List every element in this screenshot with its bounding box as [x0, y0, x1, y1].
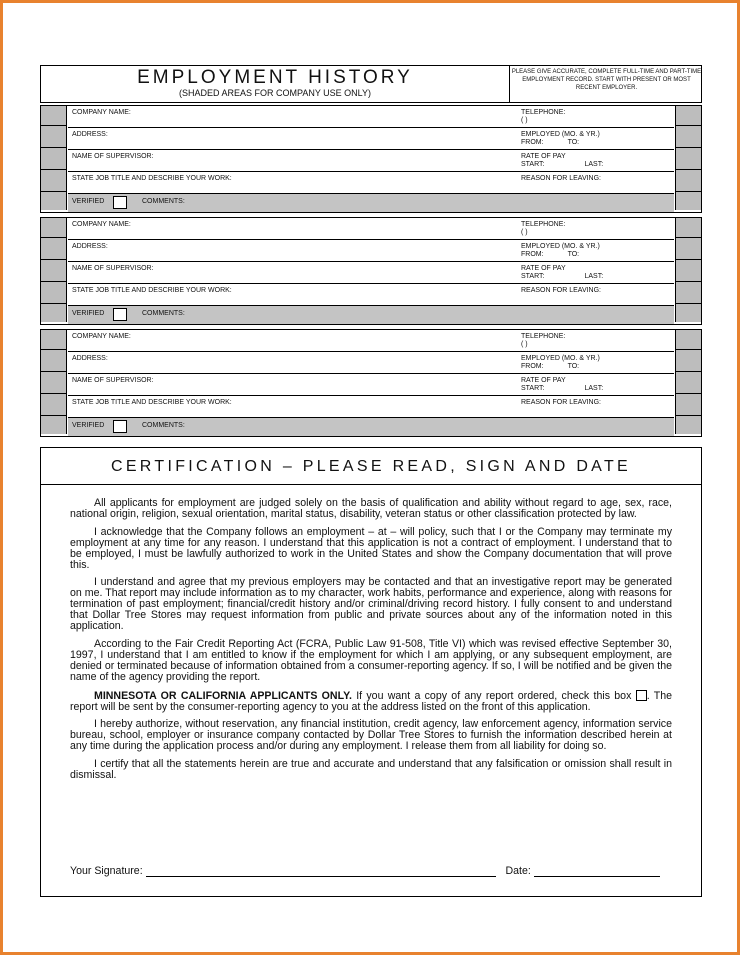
form-page — [40, 65, 702, 897]
verified-row — [68, 418, 674, 436]
company-name-label: COMPANY NAME: — [72, 221, 131, 228]
certification-text — [70, 498, 672, 788]
verified-label: VERIFIED — [72, 422, 105, 429]
report-copy-checkbox[interactable] — [636, 690, 647, 701]
telephone-field[interactable]: TELEPHONE: ( ) — [521, 221, 566, 236]
supervisor-label: NAME OF SUPERVISOR: — [72, 153, 154, 160]
certification-section — [40, 447, 702, 897]
employer-fields — [68, 218, 674, 324]
verified-label: VERIFIED — [72, 310, 105, 317]
employed-dates-field[interactable]: EMPLOYED (MO. & YR.) FROM: TO: — [521, 131, 600, 146]
rate-of-pay-field[interactable]: RATE OF PAY START: LAST: — [521, 153, 604, 168]
signature-label: Your Signature: — [70, 865, 143, 877]
paragraph-certify: I certify that all the statements herein are true and accurate and understand that any falsification or omission shall result in dismissal. — [70, 758, 672, 782]
supervisor-row[interactable] — [68, 374, 674, 396]
comments-label: COMMENTS: — [142, 198, 185, 205]
verified-row — [68, 306, 674, 324]
address-label: ADDRESS: — [72, 355, 108, 362]
company-name-row[interactable] — [68, 330, 674, 352]
employed-dates-field[interactable]: EMPLOYED (MO. & YR.) FROM: TO: — [521, 243, 600, 258]
company-use-column-left — [41, 218, 67, 324]
company-name-label: COMPANY NAME: — [72, 109, 131, 116]
address-row[interactable] — [68, 128, 674, 150]
verified-label: VERIFIED — [72, 198, 105, 205]
company-use-column-right — [675, 218, 701, 324]
verified-checkbox[interactable] — [113, 308, 127, 321]
reason-for-leaving-field[interactable]: REASON FOR LEAVING: — [521, 287, 601, 294]
job-title-row[interactable] — [68, 172, 674, 194]
telephone-field[interactable]: TELEPHONE: ( ) — [521, 109, 566, 124]
date-field[interactable] — [534, 864, 660, 877]
comments-label: COMMENTS: — [142, 422, 185, 429]
company-use-column-right — [675, 330, 701, 436]
employer-fields — [68, 106, 674, 212]
paragraph-at-will: I acknowledge that the Company follows an employment – at – will policy, such that I or the Company may terminate my employment at any time for any reason. I understand that this application is not a contract of employment. I understand that to be employed, I must be lawfully authorized to work in the United States and show the Company documentation that will prove this. — [70, 525, 672, 571]
paragraph-investigative-report: I understand and agree that my previous employers may be contacted and that an investigative report may be generated on me. That report may include information as to my character, work habits, performance and experience, along with reasons for termination of past employment; financial/credit history and/or criminal/driving record history. I fully consent to and understand that Dollar Tree Stores may request information from public and private sources about any of the information noted in this application. — [70, 576, 672, 633]
certification-title: CERTIFICATION – PLEASE READ, SIGN AND DATE — [41, 448, 701, 485]
company-name-label: COMPANY NAME: — [72, 333, 131, 340]
paragraph-mn-ca: MINNESOTA OR CALIFORNIA APPLICANTS ONLY. If you want a copy of any report ordered, check this box . The report will be sent by the consumer-reporting agency to you at the address listed on the front of this application. — [70, 689, 672, 713]
company-use-column-right — [675, 106, 701, 212]
comments-label: COMMENTS: — [142, 310, 185, 317]
employment-history-header — [40, 65, 702, 103]
address-row[interactable] — [68, 352, 674, 374]
employed-dates-field[interactable]: EMPLOYED (MO. & YR.) FROM: TO: — [521, 355, 600, 370]
page-subtitle: (SHADED AREAS FOR COMPANY USE ONLY) — [178, 88, 372, 98]
address-label: ADDRESS: — [72, 131, 108, 138]
verified-checkbox[interactable] — [113, 420, 127, 433]
job-title-label: STATE JOB TITLE AND DESCRIBE YOUR WORK: — [72, 287, 232, 294]
employer-block-3 — [40, 329, 702, 437]
supervisor-row[interactable] — [68, 150, 674, 172]
date-label: Date: — [505, 865, 531, 877]
address-label: ADDRESS: — [72, 243, 108, 250]
verified-checkbox[interactable] — [113, 196, 127, 209]
signature-field[interactable] — [146, 864, 496, 877]
job-title-row[interactable] — [68, 284, 674, 306]
verified-row — [68, 194, 674, 212]
page-title: EMPLOYMENT HISTORY — [137, 67, 413, 88]
paragraph-fcra: According to the Fair Credit Reporting Act (FCRA, Public Law 91-508, Title VI) which was revised effective September 30, 1997, I understand that I am entitled to know if the employment for which I am applying, or any subsequent employment, are denied or terminated because of information obtained from a consumer-reporting agency. If so, I will be notified and be given the name of the agency providing the report. — [70, 637, 672, 683]
rate-of-pay-field[interactable]: RATE OF PAY START: LAST: — [521, 265, 604, 280]
paragraph-equal-opportunity: All applicants for employment are judged solely on the basis of qualification and ability without regard to age, sex, race, national origin, religion, sexual orientation, marital status, disability, veteran status or other classification protected by law. — [70, 497, 672, 520]
telephone-field[interactable]: TELEPHONE: ( ) — [521, 333, 566, 348]
company-use-column-left — [41, 330, 67, 436]
job-title-label: STATE JOB TITLE AND DESCRIBE YOUR WORK: — [72, 399, 232, 406]
employer-fields — [68, 330, 674, 436]
signature-row — [70, 864, 675, 877]
company-name-row[interactable] — [68, 106, 674, 128]
supervisor-label: NAME OF SUPERVISOR: — [72, 265, 154, 272]
reason-for-leaving-field[interactable]: REASON FOR LEAVING: — [521, 399, 601, 406]
address-row[interactable] — [68, 240, 674, 262]
company-name-row[interactable] — [68, 218, 674, 240]
job-title-label: STATE JOB TITLE AND DESCRIBE YOUR WORK: — [72, 175, 232, 182]
instruction-note: PLEASE GIVE ACCURATE, COMPLETE FULL-TIME AND PART-TIME EMPLOYMENT RECORD. START WITH PRESENT OR MOST RECENT EMPLOYER. — [511, 69, 702, 91]
reason-for-leaving-field[interactable]: REASON FOR LEAVING: — [521, 175, 601, 182]
header-title-area — [41, 66, 510, 102]
employer-block-1 — [40, 105, 702, 213]
supervisor-row[interactable] — [68, 262, 674, 284]
employer-block-2 — [40, 217, 702, 325]
supervisor-label: NAME OF SUPERVISOR: — [72, 377, 154, 384]
paragraph-authorization: I hereby authorize, without reservation, any financial institution, credit agency, law enforcement agency, information service bureau, school, employer or insurance company contacted by Dollar Tree Stores to furnish the information described herein at any time during the application process and/or during any employment. I release them from all liability for doing so. — [70, 718, 672, 753]
company-use-column-left — [41, 106, 67, 212]
job-title-row[interactable] — [68, 396, 674, 418]
rate-of-pay-field[interactable]: RATE OF PAY START: LAST: — [521, 377, 604, 392]
